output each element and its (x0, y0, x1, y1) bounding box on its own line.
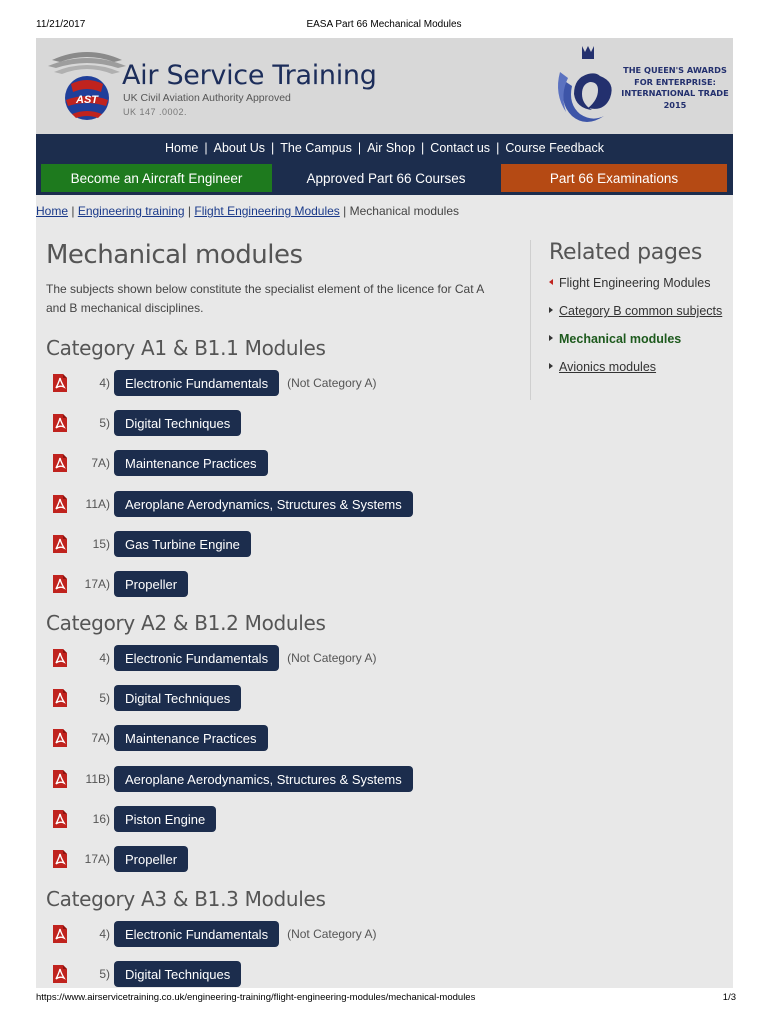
module-button[interactable]: Maintenance Practices (114, 450, 268, 476)
sidebar-title: Related pages (549, 240, 703, 265)
nav-air-shop[interactable]: Air Shop (367, 140, 416, 155)
page-title: Mechanical modules (46, 240, 303, 270)
module-number: 5) (99, 416, 110, 430)
examinations-button[interactable]: Part 66 Examinations (501, 164, 727, 192)
pdf-icon[interactable] (50, 687, 70, 709)
chevron-right-icon (549, 307, 553, 313)
module-row (50, 766, 413, 792)
pdf-icon[interactable] (50, 923, 70, 945)
pdf-icon[interactable] (50, 412, 70, 434)
module-row (50, 491, 413, 517)
pdf-icon[interactable] (50, 493, 70, 515)
module-button[interactable]: Propeller (114, 571, 188, 597)
approved-courses-button[interactable]: Approved Part 66 Courses (306, 170, 466, 186)
module-row (50, 531, 251, 557)
sidebar-list (549, 275, 730, 375)
module-button[interactable]: Maintenance Practices (114, 725, 268, 751)
brand-code: UK 147 .0002. (123, 107, 188, 117)
module-number: 7A) (91, 456, 110, 470)
print-footer (0, 988, 768, 1024)
brand-subtitle: UK Civil Aviation Authority Approved (123, 92, 291, 104)
pdf-icon[interactable] (50, 848, 70, 870)
print-header (0, 0, 768, 38)
module-button[interactable]: Digital Techniques (114, 410, 241, 436)
pdf-icon[interactable] (50, 372, 70, 394)
winged-globe-logo[interactable] (44, 46, 130, 126)
module-button[interactable]: Aeroplane Aerodynamics, Structures & Systems (114, 766, 413, 792)
module-number: 4) (99, 927, 110, 941)
module-row (50, 806, 216, 832)
module-row (50, 370, 376, 396)
nav-about-us[interactable]: About Us (213, 140, 266, 155)
module-button[interactable]: Propeller (114, 846, 188, 872)
breadcrumb-engineering[interactable]: Engineering training (77, 204, 185, 218)
sidebar-item-category-b[interactable] (549, 303, 730, 319)
module-row (50, 685, 241, 711)
award-text (620, 65, 730, 111)
module-note: (Not Category A) (287, 376, 377, 390)
pdf-icon[interactable] (50, 452, 70, 474)
logo-lettering: AST (76, 94, 98, 106)
nav-home[interactable]: Home (165, 140, 199, 155)
sub-nav (36, 161, 733, 195)
breadcrumb-home[interactable]: Home (36, 204, 69, 218)
nav-course-feedback[interactable]: Course Feedback (505, 140, 604, 155)
module-note: (Not Category A) (287, 651, 377, 665)
become-engineer-button[interactable]: Become an Aircraft Engineer (41, 164, 272, 192)
brand-title: Air Service Training (122, 60, 377, 91)
module-number: 4) (99, 376, 110, 390)
sidebar-item-label: Mechanical modules (559, 332, 682, 346)
module-button[interactable]: Digital Techniques (114, 961, 241, 987)
award-line: 2015 (663, 99, 687, 110)
nav-the-campus[interactable]: The Campus (280, 140, 352, 155)
module-row (50, 725, 268, 751)
module-row (50, 921, 376, 947)
module-button[interactable]: Electronic Fundamentals (114, 645, 279, 671)
print-title: EASA Part 66 Mechanical Modules (306, 19, 462, 30)
module-number: 4) (99, 651, 110, 665)
breadcrumb-current: Mechanical modules (349, 204, 460, 218)
queens-award-emblem (552, 42, 620, 130)
sidebar-item-label: Flight Engineering Modules (559, 276, 711, 290)
pdf-icon[interactable] (50, 533, 70, 555)
section-heading: Category A3 & B1.3 Modules (46, 887, 326, 911)
pdf-icon[interactable] (50, 808, 70, 830)
pdf-icon[interactable] (50, 768, 70, 790)
breadcrumb (36, 204, 459, 218)
module-number: 11A) (85, 497, 110, 511)
module-row (50, 571, 188, 597)
module-row (50, 846, 188, 872)
pdf-icon[interactable] (50, 647, 70, 669)
pdf-icon[interactable] (50, 727, 70, 749)
chevron-right-icon (549, 363, 553, 369)
award-line: THE QUEEN'S AWARDS (623, 65, 727, 75)
print-page-number: 1/3 (722, 992, 736, 1003)
module-row (50, 961, 241, 987)
module-number: 11B) (85, 772, 110, 786)
main-content (46, 240, 516, 318)
back-arrow-icon (549, 279, 553, 285)
section-heading: Category A1 & B1.1 Modules (46, 336, 326, 360)
module-number: 16) (92, 812, 110, 826)
module-number: 17A) (84, 852, 110, 866)
pdf-icon[interactable] (50, 963, 70, 985)
sidebar-item-label: Avionics modules (559, 360, 657, 374)
module-number: 5) (99, 691, 110, 705)
module-number: 7A) (91, 731, 110, 745)
award-line: INTERNATIONAL TRADE (621, 88, 729, 98)
pdf-icon[interactable] (50, 573, 70, 595)
sidebar-item-avionics[interactable] (549, 359, 730, 375)
breadcrumb-flight-modules[interactable]: Flight Engineering Modules (194, 204, 340, 218)
module-row (50, 410, 241, 436)
module-number: 5) (99, 967, 110, 981)
module-number: 15) (92, 537, 110, 551)
breadcrumb-separator: | (71, 204, 75, 218)
site-banner (36, 38, 733, 134)
module-button[interactable]: Electronic Fundamentals (114, 921, 279, 947)
intro-text: The subjects shown below constitute the specialist element of the licence for Cat A and B mechanical disciplines. (46, 282, 484, 315)
module-note: (Not Category A) (287, 927, 377, 941)
module-button[interactable]: Digital Techniques (114, 685, 241, 711)
module-button[interactable]: Piston Engine (114, 806, 216, 832)
module-button[interactable]: Aeroplane Aerodynamics, Structures & Systems (114, 491, 413, 517)
nav-contact-us[interactable]: Contact us (430, 140, 491, 155)
web-page (36, 38, 733, 988)
breadcrumb-separator: | (187, 204, 192, 218)
module-row (50, 450, 268, 476)
award-line: FOR ENTERPRISE: (634, 76, 716, 87)
top-nav: Home | About Us | The Campus | Air Shop | Contact us | Course Feedback (36, 134, 733, 161)
module-row (50, 645, 376, 671)
print-url: https://www.airservicetraining.co.uk/engineering-training/flight-engineering-modules/mechanical-modules (36, 992, 476, 1003)
related-pages-sidebar (530, 240, 730, 400)
section-heading: Category A2 & B1.2 Modules (46, 611, 326, 635)
chevron-right-icon (549, 335, 553, 341)
sidebar-item-mechanical[interactable] (549, 331, 730, 347)
sidebar-item-label: Category B common subjects (559, 304, 723, 318)
module-button[interactable]: Electronic Fundamentals (114, 370, 279, 396)
print-date: 11/21/2017 (36, 19, 86, 30)
module-number: 17A) (84, 577, 110, 591)
sidebar-item-flight-modules[interactable] (549, 275, 730, 291)
breadcrumb-separator: | (343, 204, 347, 218)
module-button[interactable]: Gas Turbine Engine (114, 531, 251, 557)
